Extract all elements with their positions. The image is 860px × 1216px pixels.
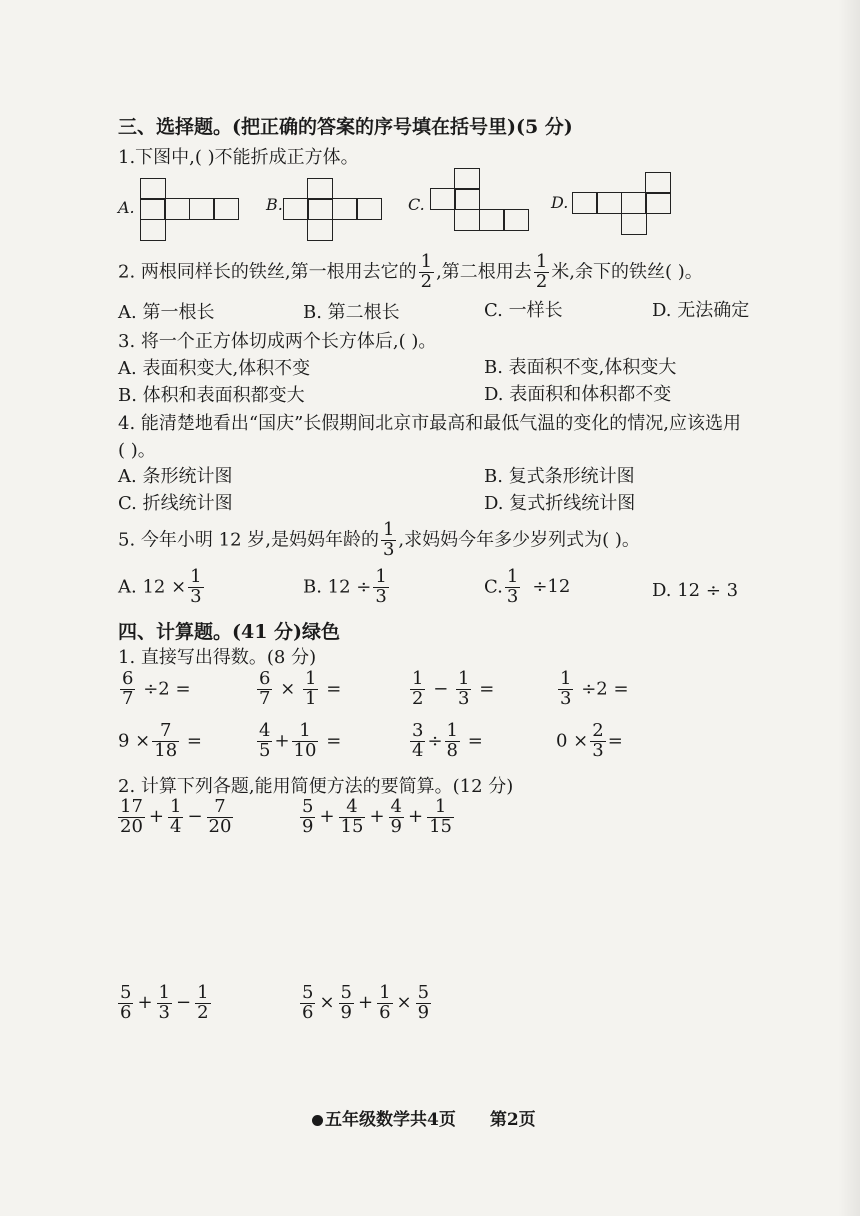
q3-option-d: D. 表面积和体积都不变 (484, 384, 672, 405)
net-d-square (645, 192, 671, 214)
section-4-title: 四、计算题。(41 分)绿色 (118, 621, 341, 643)
q2-stem-part-c: 米,余下的铁丝( )。 (551, 261, 703, 283)
footer-grade: 五年级数学共4页 (325, 1110, 456, 1130)
net-label-d: D. (551, 193, 569, 212)
q3-option-c: B. 体积和表面积都变大 (118, 385, 305, 406)
question-1-stem: 1.下图中,( )不能折成正方体。 (118, 147, 359, 168)
q2-fraction-1: $\frac{1}{2}$ (420, 251, 433, 292)
net-c-square (454, 188, 480, 210)
calc-1-r1-e4: $\frac{1}{3}$ ÷2 = (560, 668, 629, 709)
operator: × (396, 992, 412, 1014)
operator: − (187, 806, 203, 828)
fraction: $\frac{5}{6}$ (302, 982, 314, 1023)
question-5-stem (118, 521, 640, 560)
calc-2-title: 2. 计算下列各题,能用简便方法的要简算。(12 分) (118, 776, 514, 797)
net-b-square (307, 198, 333, 220)
scan-edge-shadow (838, 0, 860, 1216)
calc-2-expr-4 (298, 984, 433, 1023)
q4-option-d: D. 复式折线统计图 (484, 493, 636, 514)
net-d-square (621, 192, 647, 214)
footer-page-number: 第2页 (489, 1110, 536, 1130)
net-a-square (140, 219, 166, 241)
fraction: $\frac{1}{4}$ (170, 796, 182, 837)
calc-1-title: 1. 直接写出得数。(8 分) (118, 647, 317, 668)
net-a-square (140, 178, 166, 200)
calc-2-expr-2 (298, 798, 456, 837)
net-c-square (503, 209, 529, 231)
question-3-stem: 3. 将一个正方体切成两个长方体后,( )。 (118, 331, 437, 352)
calc-1-r1-e3: $\frac{1}{2}$ − $\frac{1}{3}$ = (412, 668, 495, 709)
q2-stem-part-b: ,第二根用去 (436, 261, 532, 283)
net-a-square (213, 198, 239, 220)
net-b-square (307, 219, 333, 241)
net-b-square (356, 198, 382, 220)
net-label-a: A. (118, 198, 135, 217)
calc-1-r1-e1: $\frac{6}{7}$ ÷2 = (122, 668, 191, 709)
net-d-square (572, 192, 598, 214)
fraction: $\frac{7}{20}$ (208, 796, 232, 837)
calc-1-r2-e4: 0 × $\frac{2}{3}$ = (556, 720, 623, 761)
q2-stem-part-a: 2. 两根同样长的铁丝,第一根用去它的 (118, 261, 417, 283)
q2-option-b: B. 第二根长 (303, 302, 400, 323)
fraction: $\frac{1}{2}$ (197, 982, 209, 1023)
operator: + (408, 806, 424, 828)
fraction: $\frac{4}{15}$ (340, 796, 364, 837)
net-a-square (164, 198, 190, 220)
net-d-square (621, 213, 647, 235)
section-3-title: 三、选择题。(把正确的答案的序号填在括号里)(5 分) (118, 116, 573, 138)
fraction: $\frac{5}{9}$ (340, 982, 352, 1023)
calc-1-r2-e2: $\frac{4}{5}$ + $\frac{1}{10}$ = (259, 720, 342, 761)
fraction: $\frac{1}{3}$ (158, 982, 170, 1023)
q2-option-d: D. 无法确定 (652, 300, 750, 321)
net-label-b: B. (266, 195, 283, 214)
q3-option-b: B. 表面积不变,体积变大 (484, 357, 677, 378)
net-c-square (454, 168, 480, 190)
q4-option-a: A. 条形统计图 (118, 466, 233, 487)
q5-option-d: D. 12 ÷ 3 (652, 580, 739, 601)
fraction: $\frac{4}{9}$ (390, 796, 402, 837)
q2-option-a: A. 第一根长 (118, 302, 215, 323)
q4-option-c: C. 折线统计图 (118, 493, 233, 514)
calc-1-r1-e2: $\frac{6}{7}$ × $\frac{1}{1}$ = (259, 668, 342, 709)
fraction: $\frac{1}{6}$ (379, 982, 391, 1023)
fraction: $\frac{17}{20}$ (120, 796, 143, 837)
q5-stem-part-b: ,求妈妈今年多少岁列式为( )。 (398, 529, 640, 551)
bullet-dot-icon (312, 1115, 323, 1126)
net-b-square (283, 198, 309, 220)
q4-option-b: B. 复式条形统计图 (484, 466, 635, 487)
question-4-stem-line-2: ( )。 (118, 440, 156, 461)
net-c-square (479, 209, 505, 231)
q5-option-c: C. $\frac{1}{3}$ ÷12 (484, 566, 571, 607)
net-label-c: C. (408, 195, 425, 214)
calc-2-expr-1 (116, 798, 235, 837)
operator: + (137, 992, 153, 1014)
q5-option-a: A. 12 × $\frac{1}{3}$ (118, 566, 202, 607)
operator: + (358, 992, 374, 1014)
fraction: $\frac{5}{6}$ (120, 982, 132, 1023)
q5-fraction: $\frac{1}{3}$ (382, 519, 395, 560)
question-4-stem-line-1: 4. 能清楚地看出“国庆”长假期间北京市最高和最低气温的变化的情况,应该选用 (118, 413, 742, 434)
q3-option-a: A. 表面积变大,体积不变 (118, 358, 311, 379)
calc-1-r2-e1: 9 × $\frac{7}{18}$ = (118, 720, 202, 761)
operator: + (369, 806, 385, 828)
net-d-square (645, 172, 671, 194)
net-a-square (140, 198, 166, 220)
question-2-stem (118, 253, 703, 292)
operator: × (319, 992, 335, 1014)
q5-stem-part-a: 5. 今年小明 12 岁,是妈妈年龄的 (118, 529, 379, 551)
net-c-square (430, 188, 456, 210)
q2-option-c: C. 一样长 (484, 300, 563, 321)
q5-option-b: B. 12 ÷ $\frac{1}{3}$ (303, 566, 387, 607)
net-b-square (307, 178, 333, 200)
q2-fraction-2: $\frac{1}{2}$ (535, 251, 548, 292)
page-footer (312, 1105, 536, 1130)
net-a-square (189, 198, 215, 220)
fraction: $\frac{5}{9}$ (302, 796, 314, 837)
fraction: $\frac{1}{15}$ (429, 796, 452, 837)
net-d-square (596, 192, 622, 214)
net-b-square (332, 198, 358, 220)
calc-2-expr-3 (116, 984, 213, 1023)
operator: − (176, 992, 192, 1014)
operator: + (319, 806, 335, 828)
calc-1-r2-e3: $\frac{3}{4}$ ÷ $\frac{1}{8}$ = (412, 720, 483, 761)
net-c-square (454, 209, 480, 231)
fraction: $\frac{5}{9}$ (417, 982, 430, 1023)
operator: + (148, 806, 164, 828)
